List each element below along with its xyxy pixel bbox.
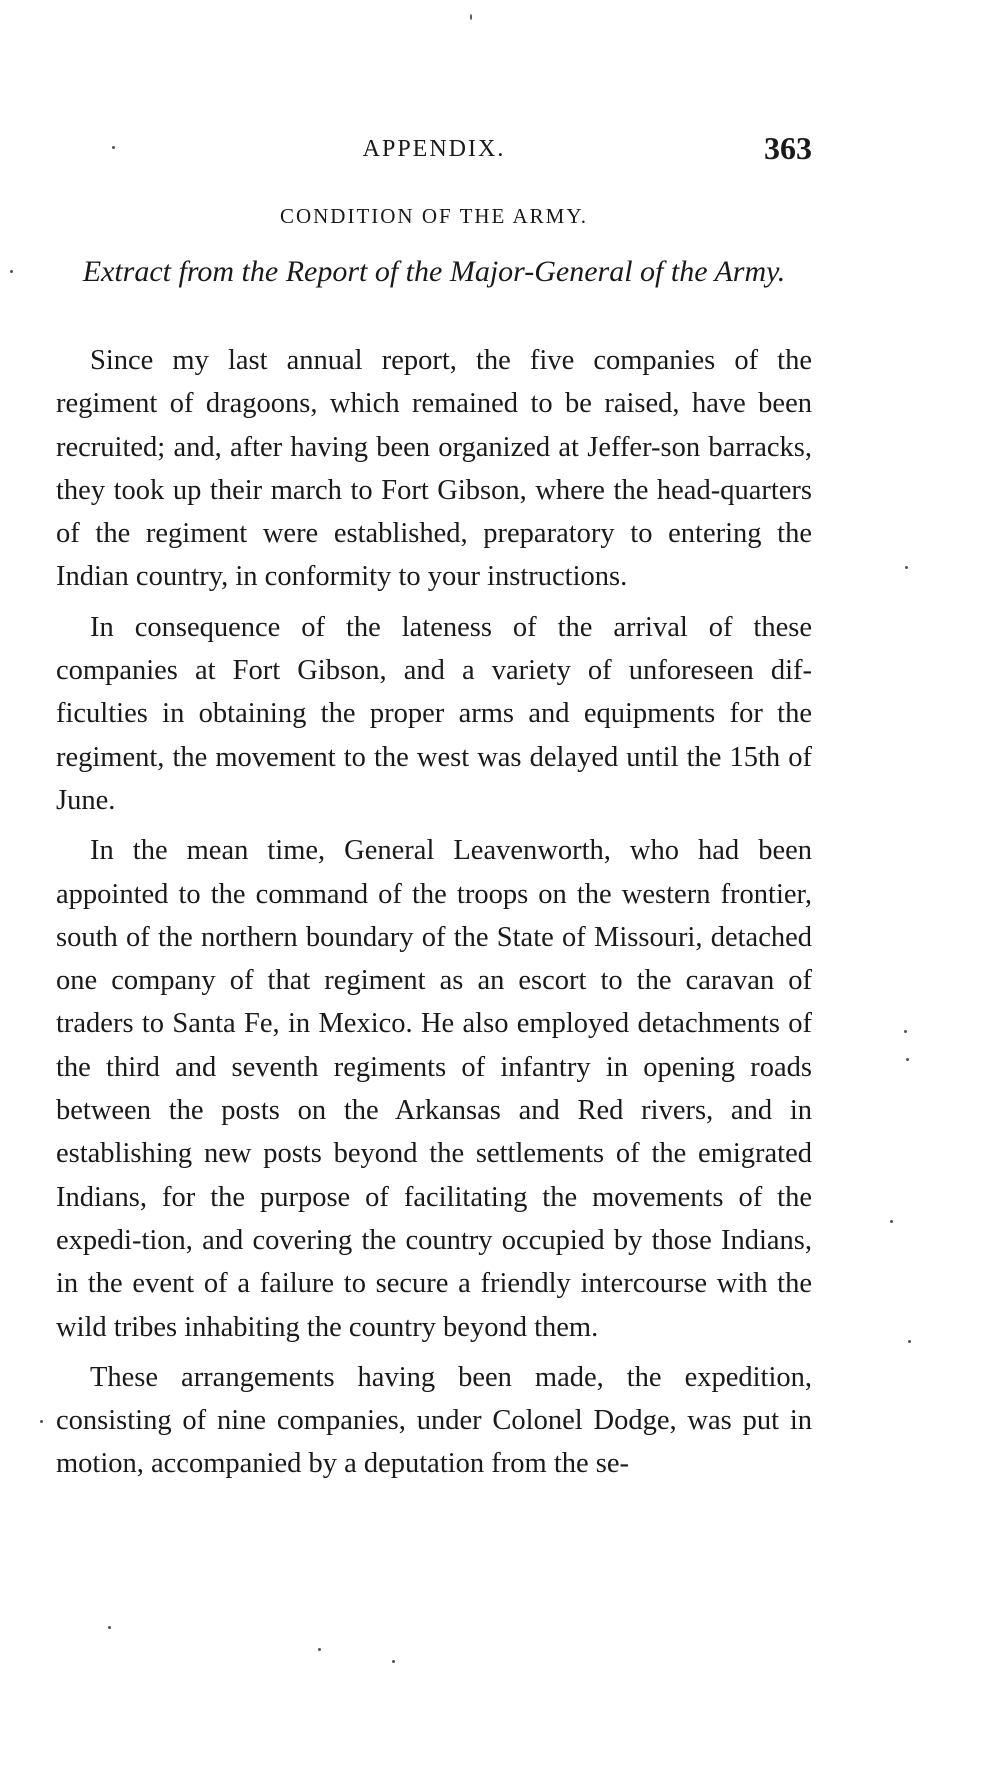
paragraph: These arrangements having been made, the expedition, consisting of nine companies, under Colonel Dodge, was put in motion, accompanied by a deputation from the se- [56, 1361, 812, 1480]
body-text [56, 339, 812, 1493]
scan-speck [392, 1660, 395, 1663]
running-title: APPENDIX. [362, 136, 506, 162]
page-number: 363 [764, 130, 812, 166]
paragraph: Since my last annual report, the five companies of the regiment of dragoons, which remained to be raised, have been recruited; and, after having been organized at Jeffer-son barracks, they took up their march to Fort Gibson, where the head-quarters of the regiment were established, preparatory to entering the Indian country, in conformity to your instructions. [56, 345, 812, 593]
scan-speck [318, 1648, 321, 1651]
scan-speck [470, 14, 472, 20]
scan-speck [908, 1340, 911, 1343]
scan-speck [906, 1058, 909, 1061]
scan-speck [904, 1030, 907, 1033]
scan-speck [905, 566, 908, 569]
section-subtitle: Extract from the Report of the Major-General of the Army. [82, 255, 786, 288]
scan-speck [112, 146, 115, 149]
paragraph: In the mean time, General Leavenworth, who had been appointed to the command of the troops on the western frontier, south of the northern boundary of the State of Missouri, detached one company of that regiment as an escort to the caravan of traders to Santa Fe, in Mexico. He also employed detachments of the third and seventh regiments of infantry in opening roads between the posts on the Arkansas and Red rivers, and in establishing new posts beyond the settlements of the emigrated Indians, for the purpose of facilitating the movements of the expedi-tion, and covering the country occupied by those Indians, in the event of a failure to secure a friendly intercourse with the wild tribes inhabiting the country beyond them. [56, 835, 812, 1343]
paragraph: In consequence of the lateness of the arrival of these companies at Fort Gibson, and a variety of unforeseen dif-ficulties in obtaining the proper arms and equipments for the regiment, the movement to the west was delayed until the 15th of June. [56, 611, 812, 816]
scan-speck [10, 270, 13, 273]
scan-speck [108, 1626, 111, 1629]
section-heading: CONDITION OF THE ARMY. [279, 204, 589, 228]
scan-speck [890, 1220, 893, 1223]
scan-speck [40, 1420, 43, 1423]
running-head [56, 130, 812, 176]
